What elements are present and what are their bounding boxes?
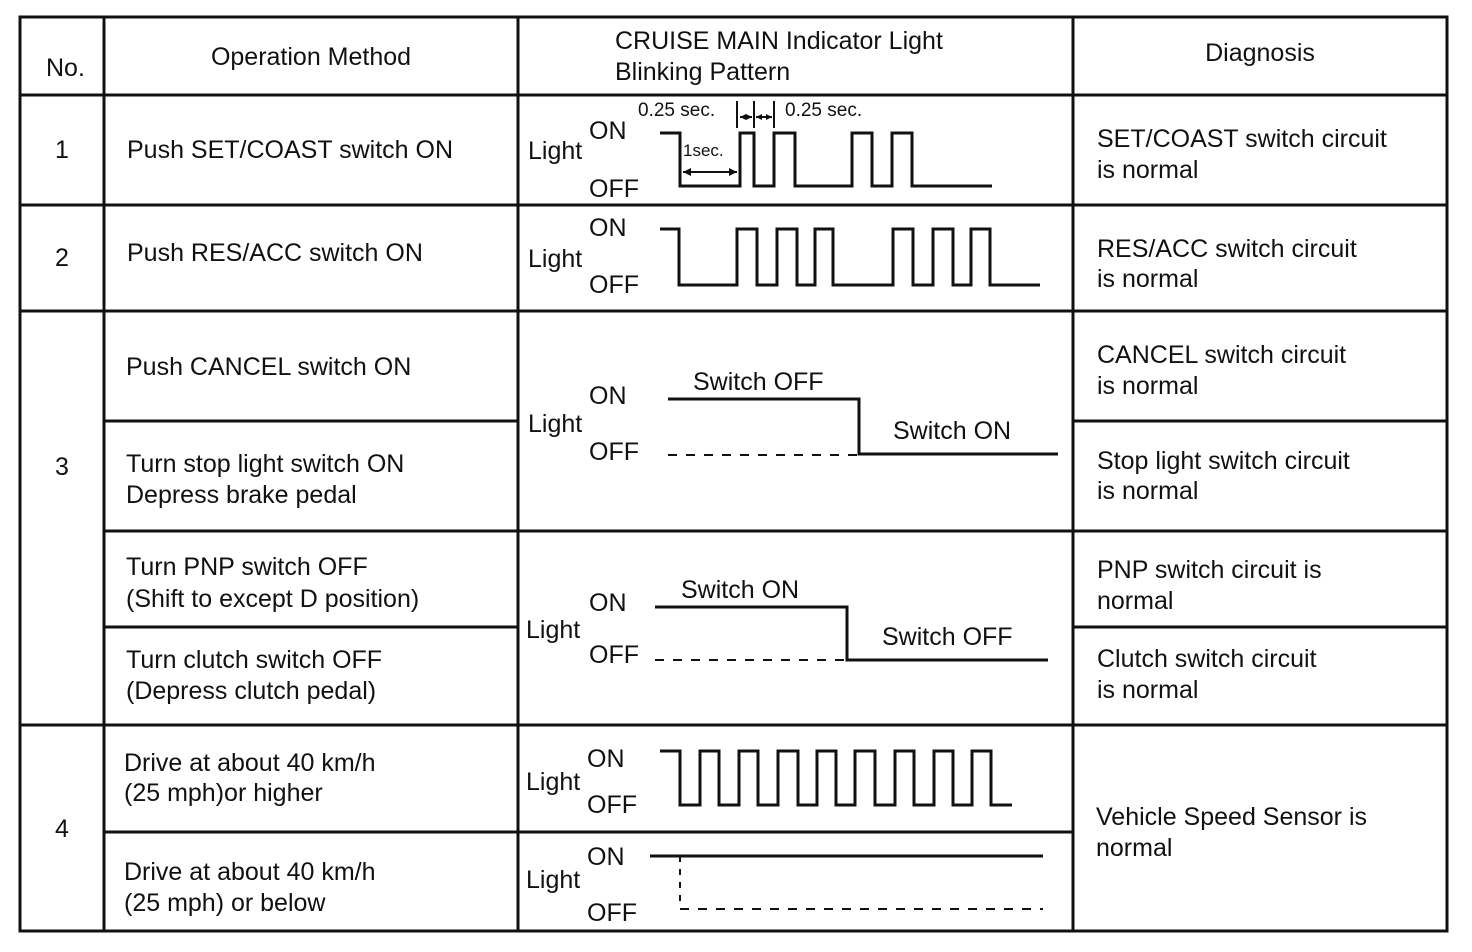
row1-no: 1 bbox=[55, 136, 69, 164]
row1-timing-1sec: 1sec. bbox=[683, 141, 724, 160]
row1-timing-025-right: 0.25 sec. bbox=[785, 100, 863, 121]
row4-lower-off-label: OFF bbox=[587, 899, 637, 927]
row3b-diagnosis-line1: Stop light switch circuit bbox=[1097, 447, 1350, 475]
row3d-method-line1: Turn clutch switch OFF bbox=[126, 646, 383, 674]
row4a-method-line2: (25 mph)or higher bbox=[124, 779, 323, 807]
row3-lower-light-label: Light bbox=[526, 616, 581, 644]
row2-diagnosis-line1: RES/ACC switch circuit bbox=[1097, 235, 1357, 263]
row3-upper-switch-on-label: Switch ON bbox=[893, 417, 1012, 445]
row1-light-label: Light bbox=[528, 137, 583, 165]
header-no: No. bbox=[46, 54, 85, 82]
row4a-method-line1: Drive at about 40 km/h bbox=[124, 749, 376, 777]
row3-lower-switch-on-label: Switch ON bbox=[681, 576, 800, 604]
row3-no: 3 bbox=[55, 453, 69, 481]
row3c-method-line2: (Shift to except D position) bbox=[126, 585, 420, 613]
row1-diagnosis-line1: SET/COAST switch circuit bbox=[1097, 125, 1387, 153]
header-diagnosis: Diagnosis bbox=[1205, 39, 1315, 67]
row2-light-label: Light bbox=[528, 245, 583, 273]
row3b-method-line2: Depress brake pedal bbox=[126, 481, 357, 509]
waveform-row2 bbox=[660, 229, 1040, 285]
row3d-method-line2: (Depress clutch pedal) bbox=[126, 677, 377, 705]
row4-no: 4 bbox=[55, 815, 69, 843]
row2-diagnosis-line2: is normal bbox=[1097, 265, 1199, 293]
row1-off-label: OFF bbox=[589, 175, 639, 203]
row2-no: 2 bbox=[55, 244, 69, 272]
row2-off-label: OFF bbox=[589, 271, 639, 299]
row1-diagnosis-line2: is normal bbox=[1097, 156, 1199, 184]
row3c-diagnosis-line2: normal bbox=[1097, 587, 1174, 615]
row3-upper-switch-off-label: Switch OFF bbox=[693, 368, 824, 396]
row3d-diagnosis-line1: Clutch switch circuit bbox=[1097, 645, 1317, 673]
row1-method: Push SET/COAST switch ON bbox=[127, 136, 454, 164]
row4-upper-light-label: Light bbox=[526, 768, 581, 796]
row3d-diagnosis-line2: is normal bbox=[1097, 676, 1199, 704]
header-pattern-line2: Blinking Pattern bbox=[615, 58, 791, 86]
row3a-diagnosis-line2: is normal bbox=[1097, 372, 1199, 400]
row3c-method-line1: Turn PNP switch OFF bbox=[126, 553, 368, 581]
row3-lower-switch-off-label: Switch OFF bbox=[882, 623, 1013, 651]
row3-upper-light-label: Light bbox=[528, 410, 583, 438]
row3-lower-off-label: OFF bbox=[589, 641, 639, 669]
header-pattern-line1: CRUISE MAIN Indicator Light bbox=[615, 27, 943, 55]
row3-upper-off-label: OFF bbox=[589, 438, 639, 466]
row1-on-label: ON bbox=[589, 117, 627, 145]
row3c-diagnosis-line1: PNP switch circuit is bbox=[1097, 556, 1322, 584]
row4b-method-line2: (25 mph) or below bbox=[124, 889, 326, 917]
header-operation-method: Operation Method bbox=[210, 43, 412, 71]
row4-diagnosis-line1: Vehicle Speed Sensor is bbox=[1096, 803, 1368, 831]
row4-upper-on-label: ON bbox=[587, 745, 625, 773]
row1-timing-025-left: 0.25 sec. bbox=[638, 100, 716, 121]
row3-lower-on-label: ON bbox=[589, 589, 627, 617]
row4-upper-off-label: OFF bbox=[587, 791, 637, 819]
row2-method: Push RES/ACC switch ON bbox=[127, 239, 423, 267]
row3b-method-line1: Turn stop light switch ON bbox=[126, 450, 405, 478]
row4-lower-light-label: Light bbox=[526, 866, 581, 894]
row3-upper-on-label: ON bbox=[589, 382, 627, 410]
row4b-method-line1: Drive at about 40 km/h bbox=[124, 858, 376, 886]
row4-diagnosis-line2: normal bbox=[1096, 834, 1173, 862]
row4-lower-on-label: ON bbox=[587, 843, 625, 871]
row3a-diagnosis-line1: CANCEL switch circuit bbox=[1097, 341, 1347, 369]
row3a-method: Push CANCEL switch ON bbox=[126, 353, 412, 381]
row2-on-label: ON bbox=[589, 214, 627, 242]
row3b-diagnosis-line2: is normal bbox=[1097, 477, 1199, 505]
waveform-row4-upper bbox=[660, 751, 1012, 805]
